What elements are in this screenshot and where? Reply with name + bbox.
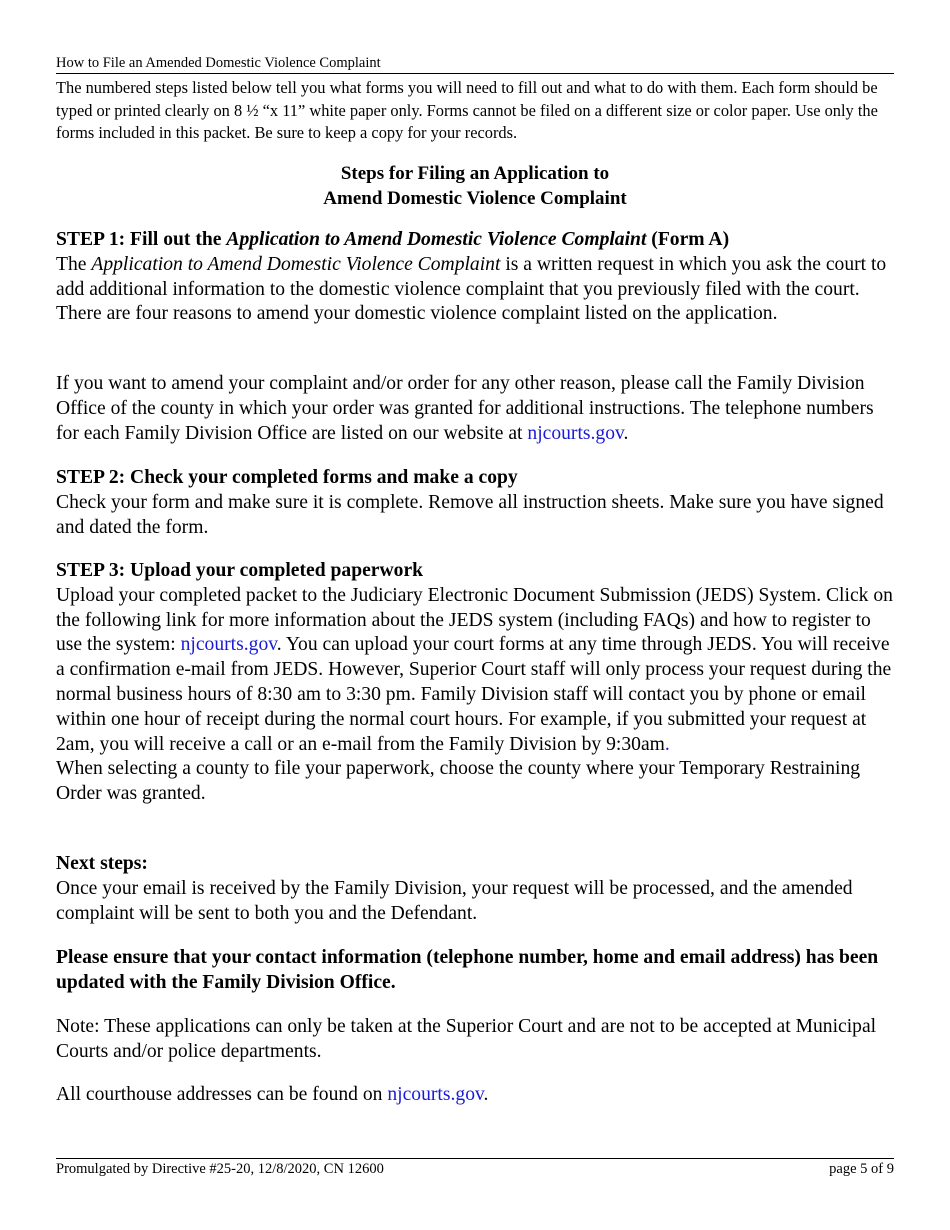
step1-other-reasons bbox=[56, 372, 894, 446]
title-line-2: Amend Domestic Violence Complaint bbox=[323, 188, 627, 209]
page-title bbox=[56, 161, 894, 211]
intro-paragraph: The numbered steps listed below tell you what forms you will need to fill out and what to do with them. Each form should be typed or printed clearly on 8 ½ “x 11” white paper only. Forms cannot be filed on a different size or color paper. Use only the forms included in this packet. Be sure to keep a copy for your records. bbox=[56, 78, 878, 142]
note-text: Note: These applications can only be taken at the Superior Court and are not to be accepted at Municipal Courts and/or police departments. bbox=[56, 1016, 877, 1062]
step3-heading: STEP 3: Upload your completed paperwork bbox=[56, 560, 424, 581]
step3-para2: When selecting a county to file your paperwork, choose the county where your Temporary Restraining Order was granted. bbox=[56, 758, 861, 805]
step1-heading-prefix: STEP 1: Fill out the bbox=[56, 229, 227, 250]
step1-section bbox=[56, 228, 894, 327]
title-line-1: Steps for Filing an Application to bbox=[340, 163, 610, 184]
contact-notice-text: Please ensure that your contact information (telephone number, home and email address) has been updated with the Family Division Office. bbox=[56, 947, 879, 993]
step2-section bbox=[56, 466, 894, 540]
addresses-section bbox=[56, 1083, 894, 1108]
step1-body-prefix: The bbox=[56, 253, 92, 275]
step1-heading-suffix: (Form A) bbox=[646, 229, 730, 250]
step3-body bbox=[56, 584, 894, 758]
step2-body: Check your form and make sure it is complete. Remove all instruction sheets. Make sure you have signed and dated the form. bbox=[56, 491, 884, 538]
step1-heading-form-name: Application to Amend Domestic Violence Complaint bbox=[226, 229, 647, 250]
addresses-prefix: All courthouse addresses can be found on bbox=[56, 1084, 388, 1105]
step1-body-form-name: Application to Amend Domestic Violence Complaint bbox=[91, 253, 501, 275]
contact-notice bbox=[56, 946, 894, 996]
step1-body bbox=[56, 253, 894, 327]
addresses-text bbox=[56, 1083, 894, 1108]
step1-para2 bbox=[56, 372, 894, 446]
step1-para2-end: . bbox=[623, 422, 629, 444]
step3-body-part1: Upload your completed packet to the Judiciary Electronic Document Submission (JEDS) System. Click on the following link for more information about the JEDS system (including FAQs) and how to register to use the system: bbox=[56, 584, 893, 656]
step1-heading bbox=[56, 228, 894, 253]
njcourts-link-1[interactable]: njcourts.gov bbox=[527, 422, 624, 444]
next-steps-body: Once your email is received by the Family Division, your request will be processed, and the amended complaint will be sent to both you and the Defendant. bbox=[56, 877, 853, 924]
running-header: How to File an Amended Domestic Violence Complaint bbox=[56, 54, 894, 74]
footer-directive: Promulgated by Directive #25-20, 12/8/2020, CN 12600 bbox=[56, 1161, 384, 1177]
page-footer bbox=[56, 1158, 894, 1178]
njcourts-link-2[interactable]: njcourts.gov bbox=[180, 634, 277, 656]
addresses-end: . bbox=[483, 1084, 489, 1105]
next-steps-heading: Next steps: bbox=[56, 853, 148, 874]
step3-body-part2: . You can upload your court forms at any time through JEDS. You will receive a confirmation e-mail from JEDS. However, Superior Court staff will only process your request during the normal business hours of 8:30 am to 3:30 pm. Family Division staff will contact you by phone or email within one hour of receipt during the normal court hours. For example, if you submitted your request at 2am, you will receive a call or an e-mail from the Family Division by 9:30am bbox=[56, 634, 892, 755]
step1-body-rest: is a written request in which you ask the court to add additional information to the domestic violence complaint that you previously filed with the court. There are four reasons to amend your domestic violence complaint listed on the application. bbox=[56, 253, 887, 325]
note-section bbox=[56, 1015, 894, 1065]
next-steps-section bbox=[56, 852, 894, 926]
footer-page-number: page 5 of 9 bbox=[829, 1161, 894, 1177]
step3-body-end: . bbox=[664, 733, 670, 755]
step3-section bbox=[56, 559, 894, 807]
step1-para2-text: If you want to amend your complaint and/or order for any other reason, please call the Family Division Office of the county in which your order was granted for additional instructions. The telephone numbers for each Family Division Office are listed on our website at bbox=[56, 373, 874, 444]
step2-heading: STEP 2: Check your completed forms and make a copy bbox=[56, 467, 518, 488]
njcourts-link-3[interactable]: njcourts.gov bbox=[387, 1084, 484, 1105]
